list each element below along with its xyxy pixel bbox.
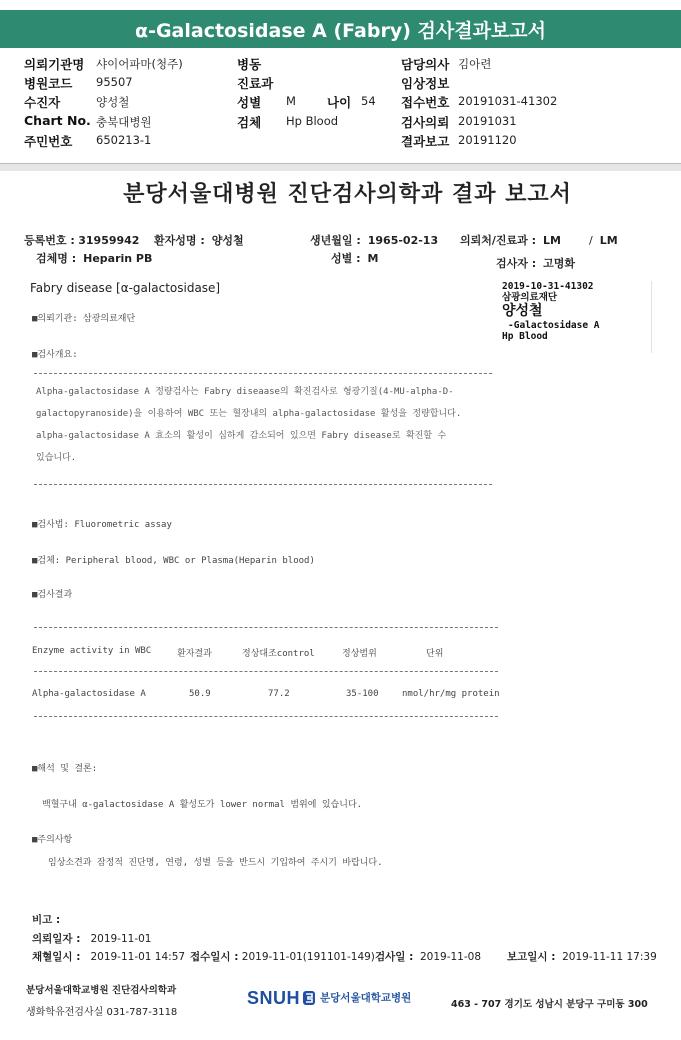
dept-label: 진료과 (237, 76, 274, 91)
top-header (0, 0, 681, 164)
request-date: 의뢰일자 : 2019-11-01 (32, 933, 152, 945)
specimen-label: 검체 (237, 115, 262, 130)
overview-text: Alpha-galactosidase A 정량검사는 Fabry diseaase의 확진검사로 형광기질(4-MU-alpha-D- galactopyranoside)을 이용하여 WBC 또는 혈장내의 alpha-galactosidase 활성을 정량합니다. alpha-galactosidase A 효소의 활성이 심하게 감소되어 있으면 Fabry disease로 확진할 수 있습니다. (36, 387, 462, 463)
institution-value: 샤이어파마(청주) (96, 57, 183, 71)
age-label: 나이 (327, 95, 352, 110)
snuh-logo (247, 986, 411, 1010)
caution-title: ■주의사항 (32, 835, 73, 845)
ward-label: 병동 (237, 57, 262, 72)
clinical-info-label: 임상정보 (401, 76, 450, 91)
table-cell-control: 77.2 (268, 689, 290, 699)
date-of-birth: 생년월일 : 1965-02-13 (310, 234, 439, 247)
patient-name: 환자성명 : 양성철 (154, 234, 244, 247)
sticker-specimen: Hp Blood (502, 331, 548, 342)
specimen-line: ■검체: Peripheral blood, WBC or Plasma(Heparin blood) (32, 556, 315, 566)
requester-line: ■의뢰기관: 삼광의료재단 (32, 314, 136, 324)
footer-lab: 생화학유전검사실 031-787-3118 (26, 1007, 178, 1018)
doctor-value: 김아련 (458, 57, 492, 71)
document-title: α-Galactosidase A (Fabry) 검사결과보고서 (0, 10, 681, 48)
remarks-label: 비고 : (32, 914, 61, 926)
report-date-label: 결과보고 (401, 134, 450, 149)
table-header-range: 정상범위 (342, 649, 377, 659)
sex-label: 성별 (237, 95, 262, 110)
table-header-unit: 단위 (426, 649, 444, 659)
table-header-control: 정상대조control (242, 649, 315, 659)
institution-label: 의뢰기관명 (24, 57, 85, 72)
chart-no-label: Chart No. (24, 113, 91, 128)
report-sex: 성별 : M (331, 252, 379, 265)
sticker-name: 양성철 (502, 303, 543, 319)
footer-address: 463 - 707 경기도 성남시 분당구 구미동 300 (451, 999, 648, 1010)
method-line: ■검사법: Fluorometric assay (32, 520, 172, 530)
header-divider (0, 163, 681, 171)
resident-no-value: 650213-1 (96, 133, 152, 147)
report-time: 보고일시 : 2019-11-11 17:39 (507, 951, 657, 963)
chart-no-value: 충북대병원 (96, 115, 152, 129)
footer-org: 분당서울대학교병원 진단검사의학과 (26, 985, 177, 996)
receipt-time: 접수일시 : 2019-11-01(191101-149) (190, 951, 375, 963)
specimen-value: Hp Blood (286, 114, 339, 128)
request-date-value: 20191031 (458, 114, 517, 128)
sticker-org: 삼광의료재단 (502, 292, 558, 303)
interpretation-text: 백혈구내 α-galactosidase A 활성도가 lower normal 범위에 있습니다. (42, 800, 363, 810)
sticker-test: -Galactosidase A (508, 320, 600, 331)
divider (34, 373, 492, 374)
table-cell-patient: 50.9 (189, 689, 211, 699)
hospital-code-label: 병원코드 (24, 76, 73, 91)
hospital-emblem-icon (302, 990, 316, 1006)
divider (34, 484, 492, 485)
collection-time: 채혈일시 : 2019-11-01 14:57 (32, 951, 186, 963)
snuh-logo-text: SNUH (247, 987, 301, 1008)
resident-no-label: 주민번호 (24, 134, 73, 149)
requesting-dept: 의뢰처/진료과 : LM / LM (460, 234, 618, 247)
doctor-label: 담당의사 (401, 57, 450, 72)
test-date: 검사일 : 2019-11-08 (375, 951, 482, 963)
specimen-sticker (502, 281, 652, 353)
embedded-report (14, 171, 681, 1040)
table-cell-range: 35-100 (346, 689, 379, 699)
age-value: 54 (361, 94, 376, 108)
examiner: 검사자 : 고명화 (496, 257, 575, 270)
sex-value: M (286, 94, 296, 108)
logo-hospital-name: 분당서울대학교병원 (320, 991, 412, 1004)
table-cell-unit: nmol/hr/mg protein (402, 689, 500, 699)
hospital-code-value: 95507 (96, 75, 133, 89)
caution-text: 임상소견과 잠정적 진단명, 연령, 성별 등을 반드시 기입하여 주시기 바랍니다. (48, 858, 383, 868)
overview-title: ■검사개요: (32, 350, 78, 360)
result-title: ■검사결과 (32, 590, 73, 600)
report-title: 분당서울대병원 진단검사의학과 결과 보고서 (123, 182, 572, 207)
test-name: Fabry disease [α-galactosidase] (30, 281, 221, 295)
divider (34, 671, 498, 672)
divider (34, 627, 498, 628)
specimen-name: 검체명 : Heparin PB (36, 252, 153, 265)
sticker-date: 2019-10-31-41302 (502, 281, 594, 292)
table-cell-test: Alpha-galactosidase A (32, 689, 146, 699)
divider (34, 716, 498, 717)
table-header-patient: 환자결과 (177, 649, 212, 659)
table-header-test: Enzyme activity in WBC (32, 646, 152, 656)
recipient-label: 수진자 (24, 95, 61, 110)
receipt-no-label: 접수번호 (401, 95, 450, 110)
receipt-no-value: 20191031-41302 (458, 94, 558, 108)
report-date-value: 20191120 (458, 133, 517, 147)
recipient-value: 양성철 (96, 95, 130, 109)
interpretation-title: ■해석 및 결론: (32, 764, 98, 774)
request-date-label: 검사의뢰 (401, 115, 450, 130)
reg-no: 등록번호 : 31959942 (24, 234, 140, 247)
